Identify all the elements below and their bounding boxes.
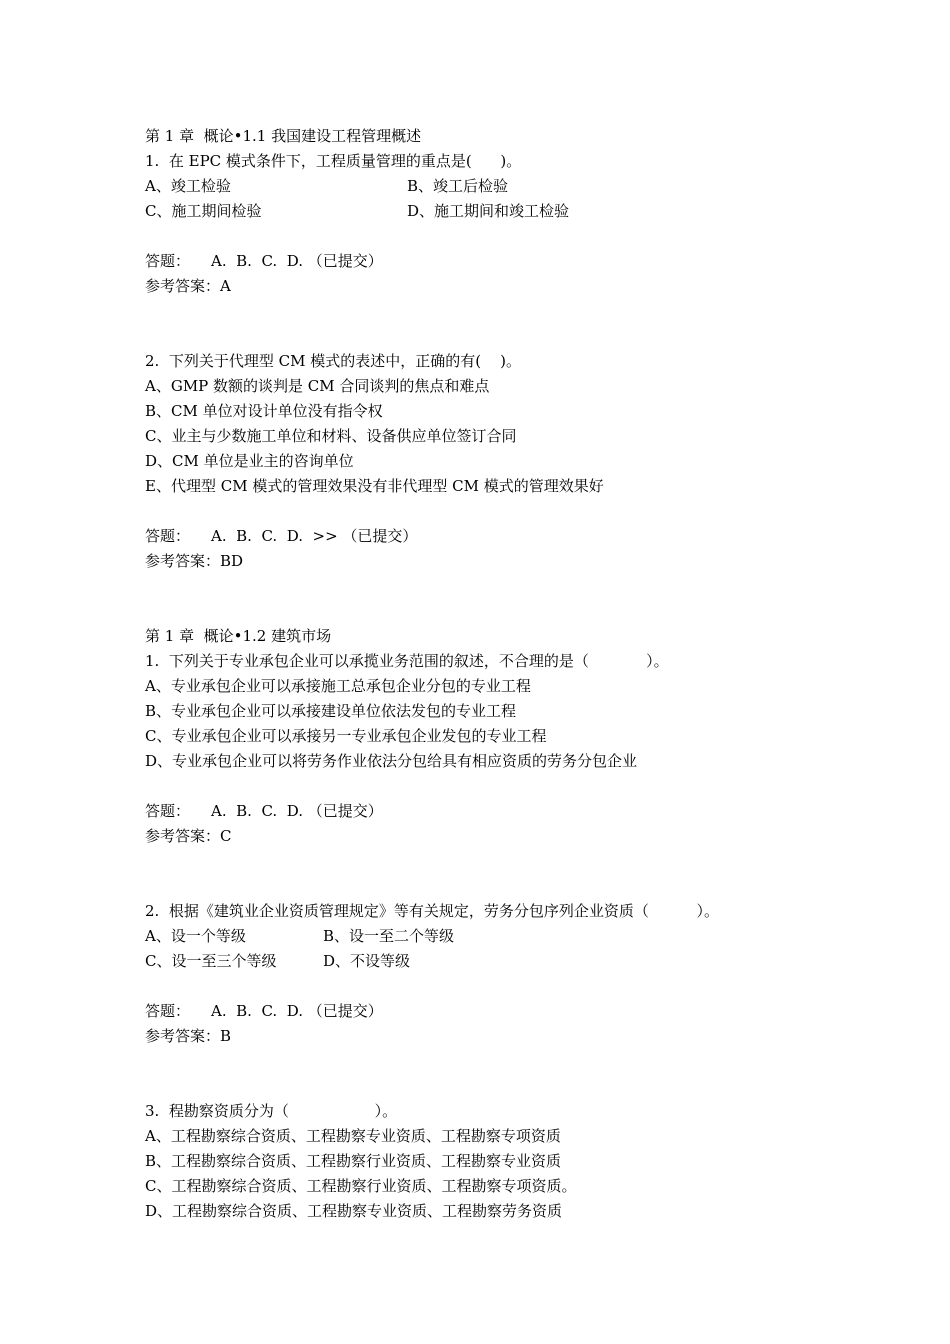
reference-answer: 参考答案：A xyxy=(145,277,231,295)
option-a: A、GMP 数额的谈判是 CM 合同谈判的焦点和难点 xyxy=(145,377,490,395)
option-d: D、施工期间和竣工检验 xyxy=(407,202,570,220)
answer-row xyxy=(145,524,925,549)
section-heading: 第 1 章 概论•1.1 我国建设工程管理概述 xyxy=(145,127,422,145)
answer-label: 答题： xyxy=(145,802,191,820)
option-d: D、工程勘察综合资质、工程勘察专业资质、工程勘察劳务资质 xyxy=(145,1202,563,1220)
question-stem: 2. 根据《建筑业企业资质管理规定》等有关规定，劳务分包序列企业资质（ ）。 xyxy=(145,902,720,920)
option-e: E、代理型 CM 模式的管理效果没有非代理型 CM 模式的管理效果好 xyxy=(145,477,604,495)
option-c: C、专业承包企业可以承接另一专业承包企业发包的专业工程 xyxy=(145,727,547,745)
option-b: B、设一至二个等级 xyxy=(323,927,455,945)
answer-label: 答题： xyxy=(145,527,191,545)
option-row xyxy=(145,924,925,949)
answer-choices[interactable]: A. B. C. D. （已提交） xyxy=(211,802,383,820)
option-c: C、工程勘察综合资质、工程勘察行业资质、工程勘察专项资质。 xyxy=(145,1177,577,1195)
document-page xyxy=(145,124,925,1224)
option-b: B、工程勘察综合资质、工程勘察行业资质、工程勘察专业资质 xyxy=(145,1152,562,1170)
option-a: A、专业承包企业可以承接施工总承包企业分包的专业工程 xyxy=(145,677,531,695)
question-stem: 1. 下列关于专业承包企业可以承揽业务范围的叙述，不合理的是（ ）。 xyxy=(145,652,669,670)
section-heading: 第 1 章 概论•1.2 建筑市场 xyxy=(145,627,332,645)
reference-answer: 参考答案：C xyxy=(145,827,232,845)
option-row xyxy=(145,174,925,199)
option-c: C、施工期间检验 xyxy=(145,202,262,220)
option-d: D、不设等级 xyxy=(323,952,411,970)
option-row xyxy=(145,199,925,224)
option-c: C、业主与少数施工单位和材料、设备供应单位签订合同 xyxy=(145,427,517,445)
answer-row xyxy=(145,799,925,824)
question-stem: 1. 在 EPC 模式条件下，工程质量管理的重点是( )。 xyxy=(145,152,522,170)
answer-row xyxy=(145,249,925,274)
answer-label: 答题： xyxy=(145,252,191,270)
answer-row xyxy=(145,999,925,1024)
answer-choices[interactable]: A. B. C. D. （已提交） xyxy=(211,252,383,270)
option-b: B、竣工后检验 xyxy=(407,177,509,195)
option-a: A、设一个等级 xyxy=(145,927,246,945)
option-a: A、竣工检验 xyxy=(145,177,231,195)
option-d: D、CM 单位是业主的咨询单位 xyxy=(145,452,354,470)
answer-choices[interactable]: A. B. C. D. >> （已提交） xyxy=(211,527,418,545)
reference-answer: 参考答案：B xyxy=(145,1027,232,1045)
option-c: C、设一至三个等级 xyxy=(145,952,277,970)
question-stem: 2. 下列关于代理型 CM 模式的表述中，正确的有( )。 xyxy=(145,352,521,370)
option-a: A、工程勘察综合资质、工程勘察专业资质、工程勘察专项资质 xyxy=(145,1127,561,1145)
reference-answer: 参考答案：BD xyxy=(145,552,244,570)
question-stem: 3. 程勘察资质分为（ ）。 xyxy=(145,1102,398,1120)
option-row xyxy=(145,949,925,974)
answer-choices[interactable]: A. B. C. D. （已提交） xyxy=(211,1002,383,1020)
answer-label: 答题： xyxy=(145,1002,191,1020)
option-d: D、专业承包企业可以将劳务作业依法分包给具有相应资质的劳务分包企业 xyxy=(145,752,638,770)
option-b: B、专业承包企业可以承接建设单位依法发包的专业工程 xyxy=(145,702,517,720)
option-b: B、CM 单位对设计单位没有指令权 xyxy=(145,402,383,420)
